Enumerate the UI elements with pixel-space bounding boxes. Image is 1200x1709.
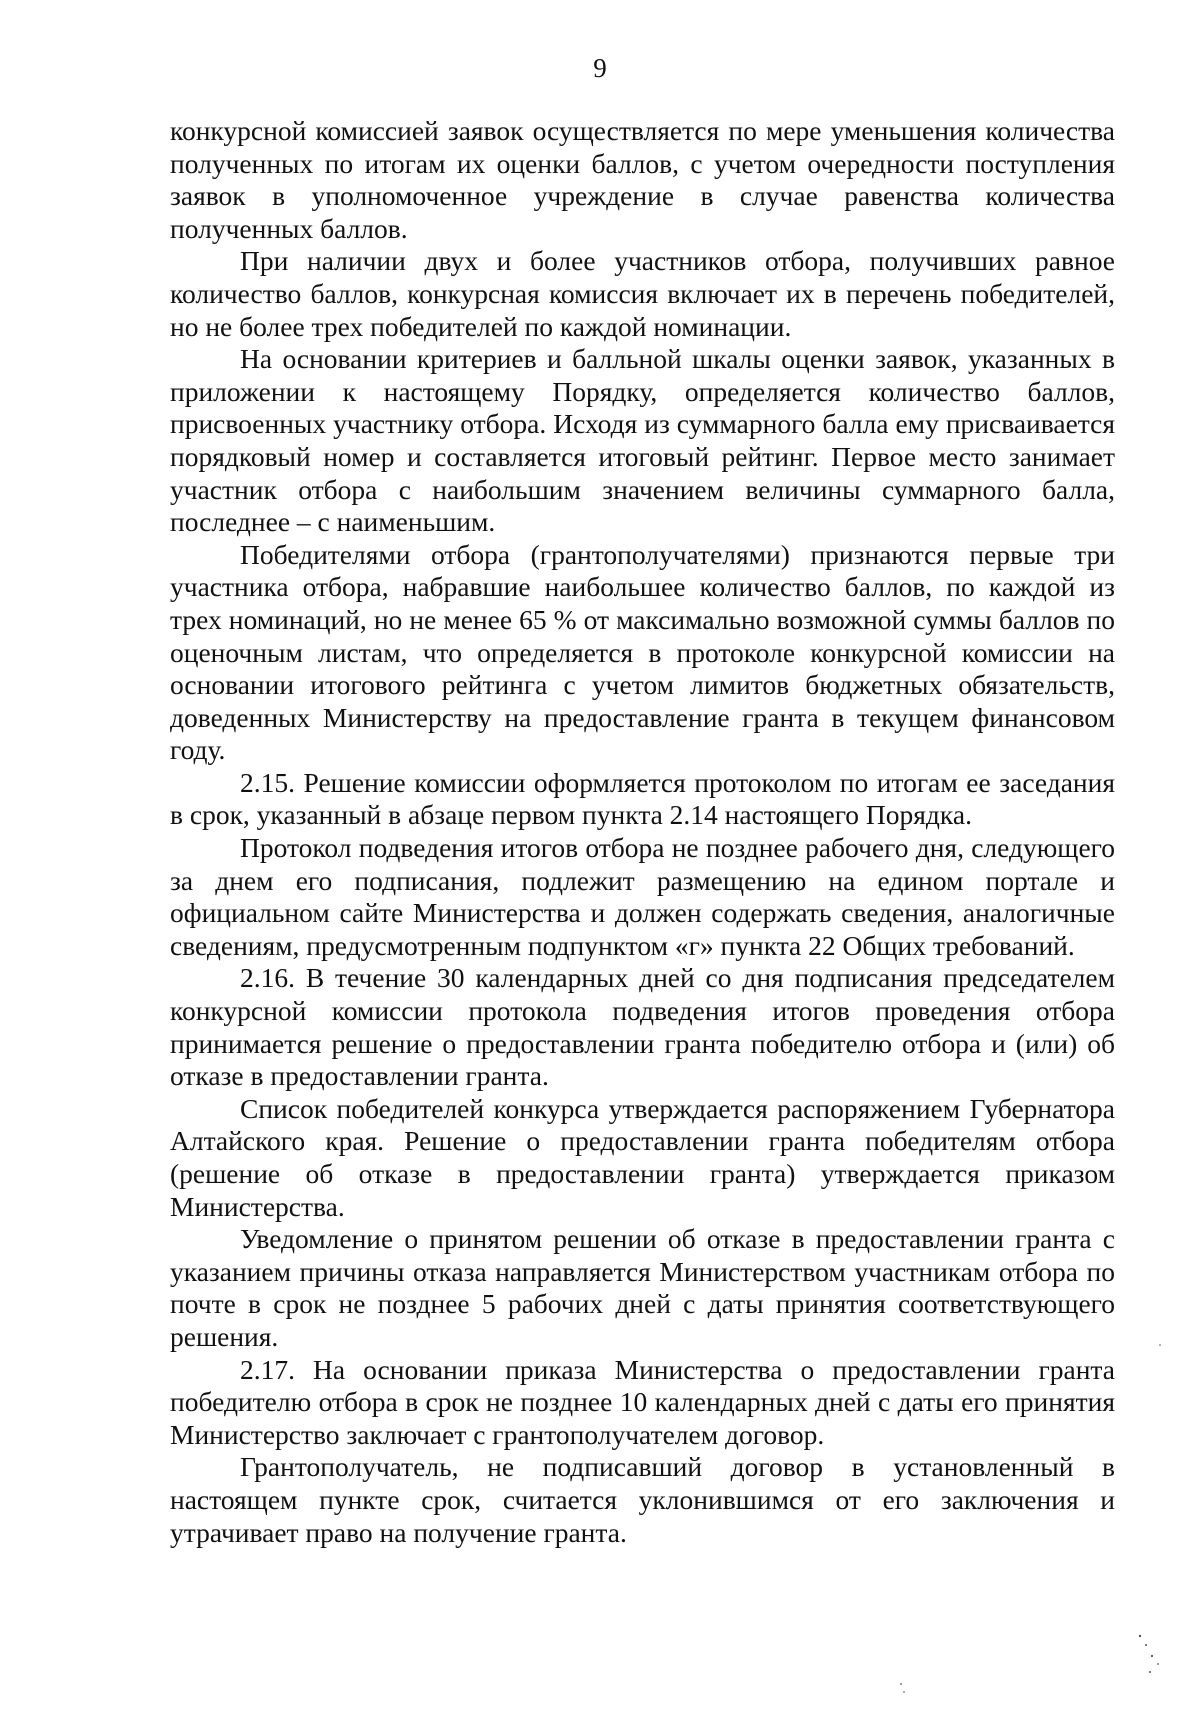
paragraph-winners-list: Список победителей конкурса утверждается распоряжением Губернатора Алтайского края. Решение о предоставлении гранта победителям отбора (решение об отказе в предоставлении гранта) утверждается приказом Министерства. xyxy=(170,1092,1115,1222)
page-number: 9 xyxy=(593,53,607,83)
paragraph-section-2-15: 2.15. Решение комиссии оформляется протоколом по итогам ее заседания в срок, указанный в абзаце первом пункта 2.14 настоящего Порядка. xyxy=(170,766,1115,831)
paragraph-contract-evasion: Грантополучатель, не подписавший договор в установленный в настоящем пункте срок, считается уклонившимся от его заключения и утрачивает право на получение гранта. xyxy=(170,1451,1115,1548)
scan-speck xyxy=(1151,1655,1153,1657)
scan-speck xyxy=(903,1691,905,1693)
paragraph-equal-scores: При наличии двух и более участников отбора, получивших равное количество баллов, конкурсная комиссия включает их в перечень победителей, но не более трех победителей по каждой номинации. xyxy=(170,245,1115,342)
scan-speck xyxy=(1145,1644,1147,1646)
scan-speck xyxy=(1149,1671,1151,1673)
paragraph-section-2-16: 2.16. В течение 30 календарных дней со дня подписания председателем конкурсной комиссии протокола подведения итогов проведения отбора принимается решение о предоставлении гранта победителю отбора и (или) об отказе в предоставлении гранта. xyxy=(170,962,1115,1092)
paragraph-refusal-notice: Уведомление о принятом решении об отказе в предоставлении гранта с указанием причины отказа направляется Министерством участникам отбора по почте в срок не позднее 5 рабочих дней с даты принятия соответствующего решения. xyxy=(170,1223,1115,1352)
scan-speck xyxy=(1159,1344,1161,1346)
scan-speck xyxy=(900,1683,902,1685)
document-body xyxy=(170,115,1115,1549)
scan-speck xyxy=(1139,1635,1141,1637)
paragraph-winners: Победителями отбора (грантополучателями) признаются первые три участника отбора, набравшие наибольшее количество баллов, по каждой из трех номинаций, но не менее 65 % от максимально возможной суммы баллов по оценочным листам, что определяется в протоколе конкурсной комиссии на основании итогового рейтинга с учетом лимитов бюджетных обязательств, доведенных Министерству на предоставление гранта в текущем финансовом году. xyxy=(170,538,1115,766)
paragraph-continuation: конкурсной комиссией заявок осуществляется по мере уменьшения количества полученных по итогам их оценки баллов, с учетом очередности поступления заявок в уполномоченное учреждение в случае равенства количества полученных баллов. xyxy=(170,115,1115,244)
scan-speck xyxy=(1157,1663,1159,1665)
paragraph-section-2-17: 2.17. На основании приказа Министерства о предоставлении гранта победителю отбора в срок не позднее 10 календарных дней с даты его принятия Министерство заключает с грантополучателем договор. xyxy=(170,1353,1115,1450)
paragraph-protocol-publication: Протокол подведения итогов отбора не позднее рабочего дня, следующего за днем его подписания, подлежит размещению на едином портале и официальном сайте Министерства и должен содержать сведения, аналогичные сведениям, предусмотренным подпунктом «г» пункта 22 Общих требований. xyxy=(170,832,1115,961)
paragraph-scoring-criteria: На основании критериев и балльной шкалы оценки заявок, указанных в приложении к настоящему Порядку, определяется количество баллов, присвоенных участнику отбора. Исходя из суммарного балла ему присваивается порядковый номер и составляется итоговый рейтинг. Первое место занимает участник отбора с наибольшим значением величины суммарного балла, последнее – с наименьшим. xyxy=(170,343,1115,538)
